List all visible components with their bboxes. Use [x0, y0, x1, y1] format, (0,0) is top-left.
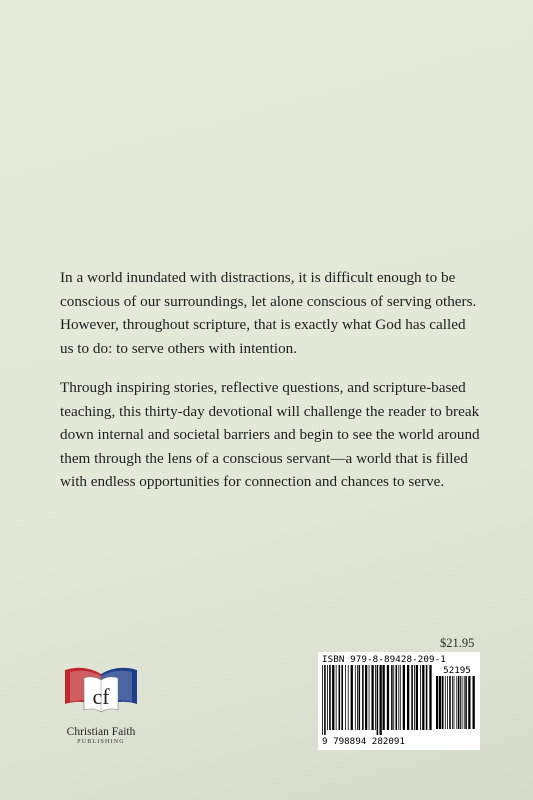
- barcode-bar: [429, 665, 431, 730]
- barcode-bar: [398, 665, 399, 730]
- publisher-name: Christian Faith: [66, 726, 136, 738]
- barcode-bar: [411, 665, 413, 730]
- supplement-barcode-bars: [436, 676, 478, 734]
- barcode-bar: [458, 676, 460, 729]
- barcode-bar: [422, 665, 424, 730]
- barcode-bar: [456, 676, 457, 729]
- barcode-bar: [345, 665, 346, 730]
- barcode-bar: [387, 665, 389, 730]
- barcode-bar: [365, 665, 367, 730]
- barcode-bar: [468, 676, 470, 729]
- barcode-bar: [454, 676, 455, 729]
- barcode-bar: [465, 676, 467, 729]
- barcode-bar: [383, 665, 385, 730]
- publisher-sub: PUBLISHING: [77, 739, 125, 745]
- barcode-bar: [460, 676, 461, 729]
- barcode-bar: [426, 665, 428, 730]
- barcode-bar: [357, 665, 358, 730]
- barcode-bar: [449, 676, 451, 729]
- barcode-bar: [473, 676, 475, 729]
- isbn-text: ISBN 979-8-89428-209-1: [322, 654, 446, 665]
- barcode-bar: [400, 665, 401, 730]
- barcode-bar: [447, 676, 448, 729]
- barcode-bar: [414, 665, 415, 730]
- blurb-paragraph-1: In a world inundated with distractions, it is difficult enough to be conscious of our surroundings, let alone conscious of serving others. However, throughout scripture, that is exactly what God has called us to do: to serve others with intention.: [60, 269, 477, 357]
- barcode-bar: [380, 665, 382, 735]
- barcode-bar: [324, 665, 326, 735]
- blurb-paragraph-2: Through inspiring stories, reflective questions, and scripture-based teaching, this thirty-day devotional will challenge the reader to break down internal and societal barriers and begin to see the world around them through the lens of a conscious servant—a world that is filled with endless opportunities for connection and chances to serve.: [60, 379, 480, 490]
- barcode-bar: [355, 665, 356, 730]
- barcode-bar: [391, 665, 393, 730]
- ean-digits: 9 798894 282091: [322, 736, 405, 747]
- barcode-bar: [436, 676, 438, 729]
- barcode-bar: [371, 665, 373, 730]
- barcode-bar: [464, 676, 465, 729]
- open-book-icon: [62, 662, 140, 724]
- supplement-digits: 52195: [443, 665, 471, 676]
- barcode-bar: [420, 665, 421, 730]
- barcode-bar: [393, 665, 394, 730]
- publisher-logo: [46, 662, 156, 745]
- barcode-bar: [339, 665, 341, 730]
- barcode-bar: [452, 676, 453, 729]
- barcode-bar: [377, 665, 379, 735]
- barcode-bar: [462, 676, 463, 729]
- barcode-bar: [407, 665, 409, 730]
- barcode-bar: [332, 665, 334, 730]
- barcode-bar: [396, 665, 398, 730]
- barcode-bar: [327, 665, 328, 730]
- barcode-bar: [351, 665, 353, 730]
- barcode-bar: [329, 665, 331, 730]
- barcode-bar: [359, 665, 361, 730]
- barcode-bar: [369, 665, 370, 730]
- barcode-bar: [341, 665, 343, 730]
- barcode-bar: [336, 665, 337, 730]
- barcode-bar: [375, 665, 376, 730]
- barcode-bar: [403, 665, 405, 730]
- barcode-bar: [416, 665, 418, 730]
- barcode-bar: [442, 676, 444, 729]
- barcode-bar: [445, 676, 446, 729]
- barcode-bar: [362, 665, 364, 730]
- barcode-bar: [348, 665, 349, 730]
- price-label: $21.95: [440, 636, 475, 650]
- ean-barcode-bars: [322, 665, 434, 735]
- isbn-barcode: [318, 652, 480, 750]
- logo-letters: cf: [92, 684, 110, 709]
- barcode-bar: [439, 676, 441, 729]
- barcode-bar: [322, 665, 323, 735]
